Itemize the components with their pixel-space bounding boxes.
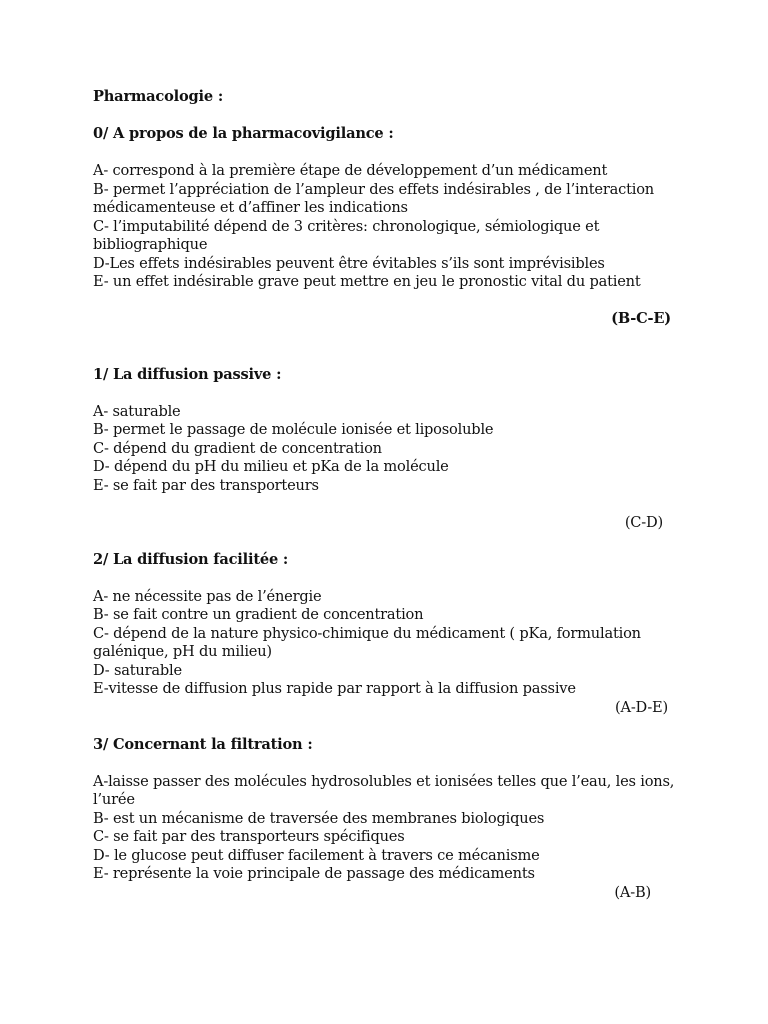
option-b: B- permet le passage de molécule ionisée et liposoluble: [93, 421, 494, 438]
option-b: B- se fait contre un gradient de concentration: [93, 606, 424, 623]
option-a: A-laisse passer des molécules hydrosolubles et ionisées telles que l’eau, les ions, l’urée: [93, 772, 675, 808]
option-a: A- saturable: [93, 402, 181, 420]
question-title: 3/ Concernant la filtration :: [93, 735, 313, 753]
question-title: 1/ La diffusion passive :: [93, 365, 282, 383]
document-title: Pharmacologie :: [93, 88, 224, 105]
option-e: E- représente la voie principale de passage des médicaments: [93, 865, 535, 882]
answer-key: (B-C-E): [611, 310, 671, 327]
answer-key: (C-D): [624, 513, 663, 531]
option-d: D- saturable: [93, 661, 182, 679]
option-e: E- se fait par des transporteurs: [93, 476, 319, 494]
question-0: [93, 125, 683, 329]
question-title: 2/ La diffusion facilitée :: [93, 550, 289, 568]
option-c: C- dépend de la nature physico-chimique du médicament ( pKa, formulation galénique, pH du milieu): [93, 624, 641, 660]
option-e: E- un effet indésirable grave peut mettre en jeu le pronostic vital du patient: [93, 273, 641, 290]
option-d: D- dépend du pH du milieu et pKa de la molécule: [93, 458, 449, 475]
question-title: 0/ A propos de la pharmacovigilance :: [93, 125, 394, 142]
option-c: C- se fait par des transporteurs spécifiques: [93, 828, 405, 845]
option-a: A- ne nécessite pas de l’énergie: [93, 587, 322, 605]
option-b: B- est un mécanisme de traversée des membranes biologiques: [93, 809, 545, 827]
question-2: [93, 551, 683, 718]
option-e: E-vitesse de diffusion plus rapide par rapport à la diffusion passive: [93, 680, 576, 697]
option-d: D-Les effets indésirables peuvent être évitables s’ils sont imprévisibles: [93, 254, 605, 272]
answer-key: (A-D-E): [614, 698, 668, 716]
answer-key: (A-B): [614, 883, 651, 901]
option-b: B- permet l’appréciation de l’ampleur des effets indésirables , de l’interaction médicamenteuse et d’affiner les indications: [93, 180, 654, 216]
option-d: D- le glucose peut diffuser facilement à travers ce mécanisme: [93, 846, 540, 864]
option-a: A- correspond à la première étape de développement d’un médicament: [93, 162, 608, 179]
document-body: [93, 88, 683, 902]
question-1: [93, 366, 683, 533]
question-3: [93, 736, 683, 903]
option-c: C- dépend du gradient de concentration: [93, 439, 382, 457]
option-c: C- l’imputabilité dépend de 3 critères: chronologique, sémiologique et bibliographique: [93, 217, 600, 253]
